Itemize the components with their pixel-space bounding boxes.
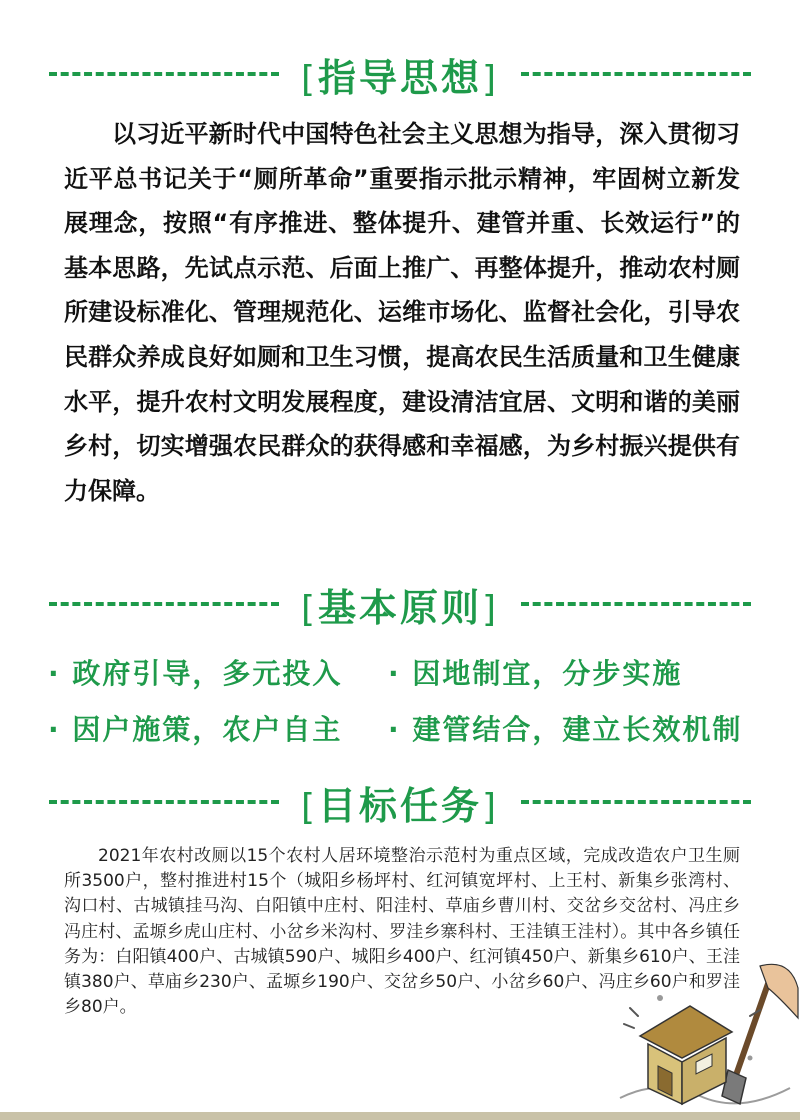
section-header-guiding: [0, 44, 800, 104]
title-text: 基本原则: [317, 585, 482, 630]
bracket-close: ]: [482, 786, 500, 828]
principle-item: · 因户施策，农户自主: [48, 713, 343, 746]
principle-item: · 因地制宜，分步实施: [388, 657, 683, 690]
bracket-close: ]: [482, 58, 500, 100]
principle-item: · 政府引导，多元投入: [48, 657, 343, 690]
guiding-paragraph: 以习近平新时代中国特色社会主义思想为指导，深入贯彻习近平总书记关于“厕所革命”重要指示批示精神，牢固树立新发展理念，按照“有序推进、整体提升、建管并重、长效运行”的基本思路，先试点示范、后面上推广、再整体提升，推动农村厕所建设标准化、管理规范化、运维市场化、监督社会化，引导农民群众养成良好如厕和卫生习惯，提高农民生活质量和卫生健康水平，提升农村文明发展程度，建设清洁宜居、文明和谐的美丽乡村，切实增强农民群众的获得感和幸福感，为乡村振兴提供有力保障。: [64, 120, 740, 505]
section-header-tasks: [0, 772, 800, 832]
bracket-open: [: [300, 588, 318, 630]
bracket-open: [: [300, 786, 318, 828]
title-text: 指导思想: [317, 55, 482, 100]
bracket-open: [: [300, 58, 318, 100]
tasks-paragraph: 2021年农村改厕以15个农村人居环境整治示范村为重点区域，完成改造农户卫生厕所3500户，整村推进村15个（城阳乡杨坪村、红河镇宽坪村、上王村、新集乡张湾村、沟口村、古城镇挂马沟、白阳镇中庄村、阳洼村、草庙乡曹川村、交岔乡交岔村、冯庄乡冯庄村、孟塬乡虎山庄村、小岔乡米沟村、罗洼乡寨科村、王洼镇王洼村）。其中各乡镇任务为：白阳镇400户、古城镇590户、城阳乡400户、红河镇450户、新集乡610户、王洼镇380户、草庙乡230户、孟塬乡190户、交岔乡50户、小岔乡60户、冯庄乡60户和罗洼乡80户。: [64, 846, 740, 1018]
principle-item: · 建管结合，建立长效机制: [388, 713, 743, 746]
dash-divider-right: [521, 800, 751, 804]
dash-divider-left: [49, 602, 279, 606]
section-title-principles: [301, 577, 499, 632]
section-title-guiding: [301, 47, 499, 102]
dash-divider-left: [49, 800, 279, 804]
section-title-tasks: [301, 775, 499, 830]
section-header-principles: [0, 574, 800, 634]
principles-list: [48, 652, 768, 752]
dash-divider-left: [49, 72, 279, 76]
toilet-house-illustration-icon: [600, 958, 800, 1108]
dash-divider-right: [521, 72, 751, 76]
bracket-close: ]: [482, 588, 500, 630]
dash-divider-right: [521, 602, 751, 606]
title-text: 目标任务: [317, 783, 482, 828]
footer-bar: [0, 1112, 800, 1120]
